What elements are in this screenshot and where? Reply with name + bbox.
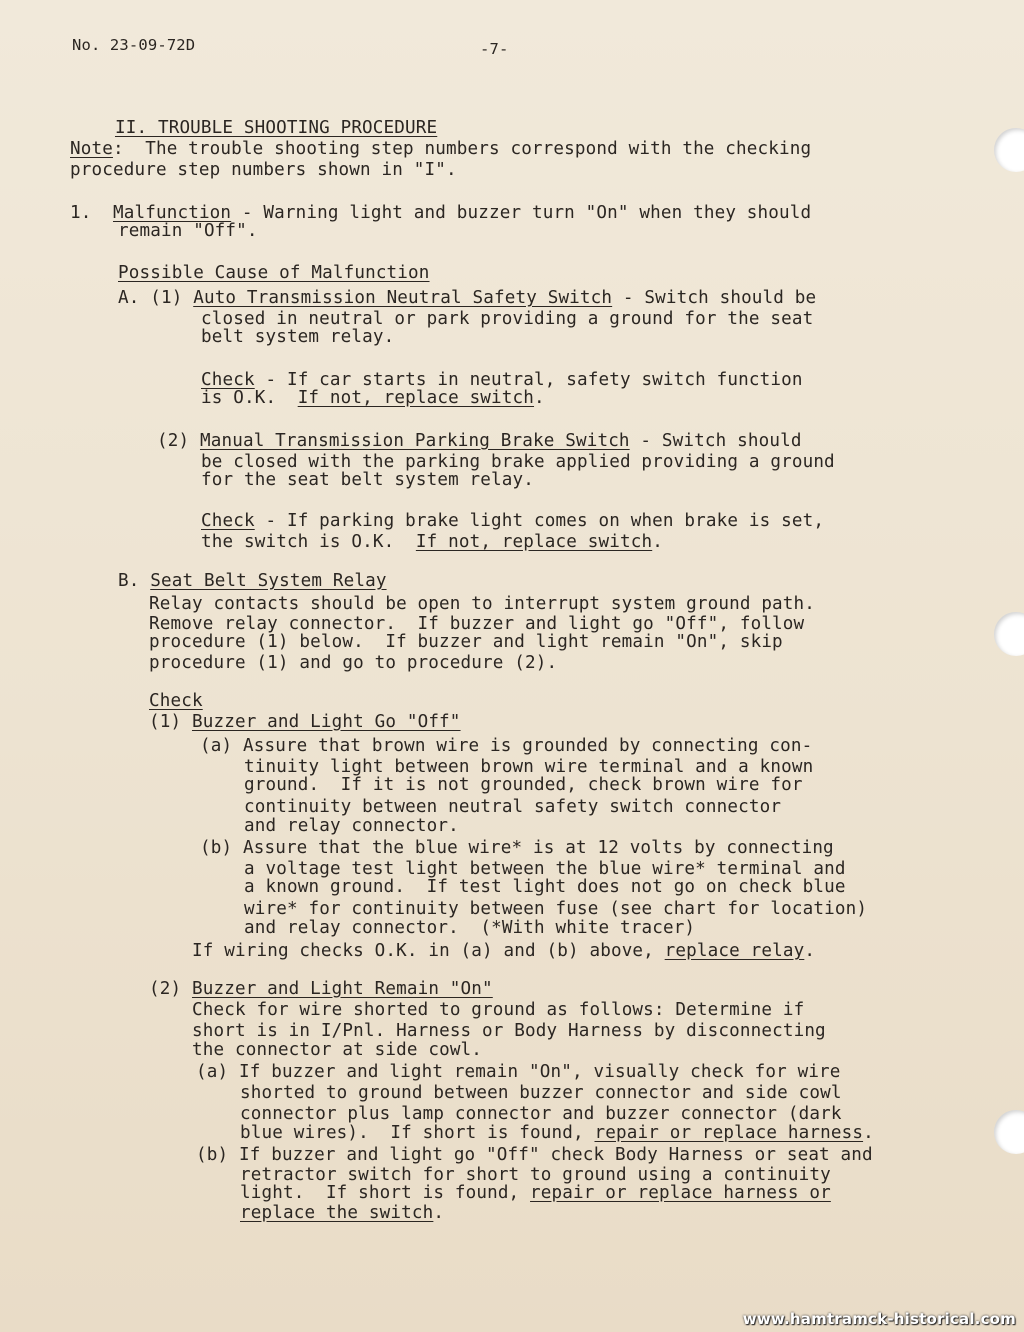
p1-title: Buzzer and Light Go "Off" [191,712,461,732]
b-title: Seat Belt System Relay [150,571,387,591]
a2-line-2: be closed with the parking brake applied providing a ground [201,452,835,472]
a1-line-2: closed in neutral or park providing a ground for the seat [201,309,814,329]
watermark-link[interactable]: www.hamtramck-historical.com [742,1310,1016,1328]
note-line-2: procedure step numbers shown in "I". [70,160,457,180]
p2-title: Buzzer and Light Remain "On" [191,979,493,999]
p1b-line-4: wire* for continuity between fuse (see chart for location) [244,899,868,919]
p2-prefix: (2) [149,979,192,999]
a1-line-3: belt system relay. [201,327,395,347]
b-line-3: procedure (1) below. If buzzer and light remain "On", skip [149,632,783,652]
malfunction-text: - Warning light and buzzer turn "On" when they should [231,203,812,223]
p2-line-1: Check for wire shorted to ground as follows: Determine if [192,1000,805,1020]
b-heading [118,571,387,591]
a1-title: Auto Transmission Neutral Safety Switch [193,288,613,308]
a2-check-label: Check [201,511,255,531]
malfunction-label: Malfunction [113,203,232,223]
b-line-1: Relay contacts should be open to interrupt system ground path. [149,594,816,614]
p2b-line-3 [240,1183,831,1203]
check-heading [149,691,203,711]
item-1-line-1 [70,203,811,223]
p2b-line-1: (b) If buzzer and light go "Off" check Body Harness or seat and [196,1145,873,1165]
a2-prefix: (2) [157,431,200,451]
item-1-line-2: remain "Off". [118,221,258,241]
p2b-line-4: replace the switch. [240,1203,445,1223]
note-text-1: : The trouble shooting step numbers correspond with the checking [112,139,812,159]
p1a-line-5: and relay connector. [244,816,459,836]
binder-hole [994,612,1024,656]
a2-check-line-2: the switch is O.K. If not, replace switch. [201,532,663,552]
a2-check-text-2: the switch is O.K. [201,532,416,552]
p2b-action-1: repair or replace harness or [530,1183,831,1203]
binder-hole [994,1110,1024,1154]
b-prefix: B. [118,571,151,591]
p1a-line-3: ground. If it is not grounded, check brown wire for [244,775,803,795]
note-label: Note [70,139,113,159]
a2-check-line-1 [201,511,824,531]
a2-line-3: for the seat belt system relay. [201,470,535,490]
p1-wiring-action: replace relay [664,941,805,961]
p2b-action-2: replace the switch [240,1203,434,1223]
page-number: -7- [480,40,509,58]
check-heading-text: Check [149,691,203,711]
a1-check-text-2: is O.K. [201,388,298,408]
p2a-text-4: blue wires). If short is found, [240,1123,595,1143]
p1a-line-1: (a) Assure that brown wire is grounded by connecting con- [200,736,813,756]
p1a-line-2: tinuity light between brown wire terminal and a known [244,757,814,777]
document-number: No. 23-09-72D [72,36,196,54]
p1a-line-4: continuity between neutral safety switch connector [244,797,782,817]
a1-prefix: A. (1) [118,288,194,308]
section-title-text: II. TROUBLE SHOOTING PROCEDURE [114,118,438,138]
a1-check-line-2: is O.K. If not, replace switch. [201,388,545,408]
p2a-line-2: shorted to ground between buzzer connector and side cowl [240,1083,842,1103]
p1-wiring-line: If wiring checks O.K. in (a) and (b) above, replace relay. [192,941,816,961]
a1-check-line-1 [201,370,803,390]
p2-heading [149,979,493,999]
a2-title: Manual Transmission Parking Brake Switch [199,431,630,451]
p1b-line-3: a known ground. If test light does not go on check blue [244,877,846,897]
item-number: 1. [70,203,92,223]
p1b-line-1: (b) Assure that the blue wire* is at 12 volts by connecting [200,838,834,858]
binder-hole [994,128,1024,172]
a1-check-action: If not, replace switch [297,388,535,408]
p1b-line-2: a voltage test light between the blue wire* terminal and [244,859,846,879]
p2a-line-3: connector plus lamp connector and buzzer connector (dark [240,1104,842,1124]
p1-heading [149,712,461,732]
p1b-line-5: and relay connector. (*With white tracer) [244,918,696,938]
p2a-line-4: blue wires). If short is found, repair or replace harness. [240,1123,874,1143]
a1-text-1: - Switch should be [612,288,817,308]
possible-cause-heading-text: Possible Cause of Malfunction [118,263,430,283]
a2-text-1: - Switch should [629,431,802,451]
a2-line-1 [157,431,802,451]
p2-line-2: short is in I/Pnl. Harness or Body Harness by disconnecting [192,1021,826,1041]
p1-prefix: (1) [149,712,192,732]
b-line-2: Remove relay connector. If buzzer and light go "Off", follow [149,614,805,634]
p2a-line-1: (a) If buzzer and light remain "On", visually check for wire [196,1062,841,1082]
possible-cause-heading [118,263,430,283]
b-line-4: procedure (1) and go to procedure (2). [149,653,558,673]
p1-wiring-text: If wiring checks O.K. in (a) and (b) above, [192,941,665,961]
p2a-action: repair or replace harness [594,1123,864,1143]
note-line-1 [70,139,811,159]
a1-check-label: Check [201,370,255,390]
p2b-line-2: retractor switch for short to ground using a continuity [240,1165,831,1185]
a2-check-text-1: - If parking brake light comes on when brake is set, [254,511,825,531]
p2b-text-3: light. If short is found, [240,1183,531,1203]
p2-line-3: the connector at side cowl. [192,1040,483,1060]
a1-line-1 [118,288,816,308]
a2-check-action: If not, replace switch [415,532,653,552]
a1-check-text-1: - If car starts in neutral, safety switch function [254,370,803,390]
